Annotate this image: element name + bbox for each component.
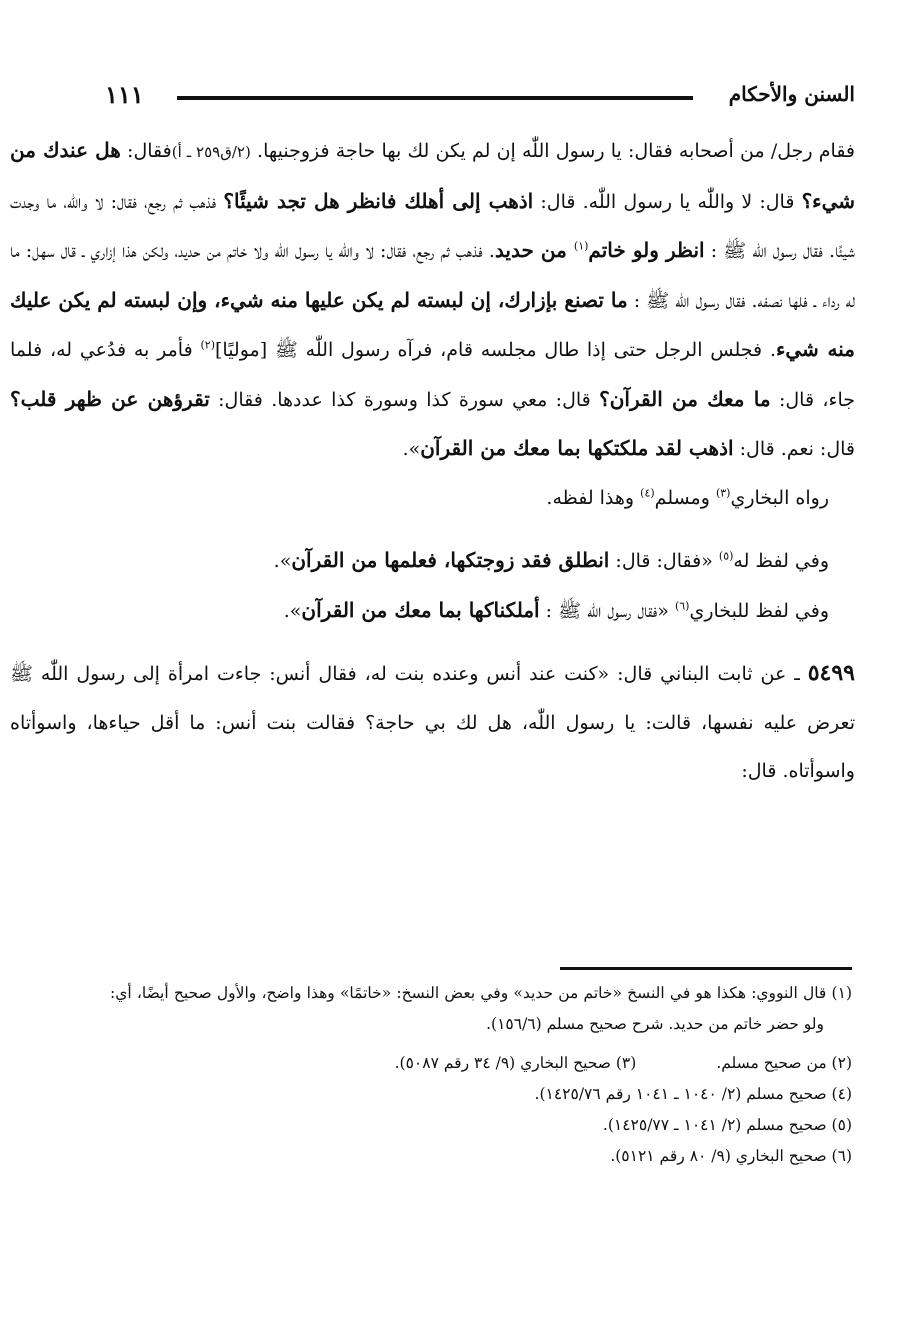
text-run: ـ عن ثابت البناني قال: «كنت عند أنس وعنده بنت له، فقال أنس: جاءت امرأة إلى رسول اللّٰه ﷺ تعرض عليه نفسها، قالت: يا رسول اللّٰه، هل لك بي حاجة؟ فقالت بنت أنس: ما أقل حياءها، واسوأتاه واسوأتاه. قال: — [10, 663, 855, 782]
text-run: فقام رجل/ من أصحابه فقال: يا رسول اللّٰه إن لم يكن لك بها حاجة فزوجنيها. — [257, 140, 856, 162]
prophetic-words: ما تصنع بإزارك، إن لبسته لم يكن عليها منه شيء، وإن لبسته لم يكن عليك منه شيء — [10, 287, 856, 361]
footnote-2: (٢) من صحيح مسلم. — [716, 1054, 852, 1072]
page-header — [105, 78, 855, 118]
text-run: رواه البخاري — [730, 486, 829, 509]
text-run: وفي لفظ للبخاري — [689, 599, 829, 622]
margin-reference: (٢/ق٢٥٩ ـ أ) — [171, 143, 251, 161]
text-run: . فجلس الرجل حتى إذا طال مجلسه قام، فرآه رسول اللّٰه ﷺ [موليًا] — [215, 339, 776, 361]
text-run: ». — [283, 599, 302, 622]
footnote-ref[interactable]: (٢) — [200, 338, 215, 352]
prophetic-words: تقرؤهن عن ظهر قلب؟ — [10, 386, 210, 411]
footnote-5: (٥) صحيح مسلم (٢/ ١٠٤١ ـ ١٤٢٥/٧٧). — [602, 1116, 852, 1134]
hadith-number: ٥٤٩٩ — [807, 660, 855, 686]
prophetic-words: من حديد — [494, 238, 574, 262]
variant-paragraph — [10, 536, 855, 586]
text-run: ومسلم — [654, 486, 716, 509]
footnote-1: (١) قال النووي: هكذا هو في النسخ «خاتم من حديد» وفي بعض النسخ: «خاتمًا» وهذا واضح، والأول صحيح أيضًا، أي: ولو حضر خاتم من حديد. شرح صحيح مسلم (١٥٦/٦). — [110, 984, 852, 1033]
text-run: «فقال رسول اللّٰه ﷺ : — [539, 599, 675, 622]
hadith-paragraph — [10, 649, 855, 796]
footnote-ref[interactable]: (٥) — [718, 549, 734, 563]
text-run: فأمر به فدُعي له، فلما جاء، قال: — [10, 339, 855, 411]
footnote-6: (٦) صحيح البخاري (٩/ ٨٠ رقم ٥١٢١). — [610, 1147, 852, 1165]
text-run: وفي لفظ له — [733, 550, 829, 572]
footnote-ref[interactable]: (٤) — [640, 486, 655, 500]
prophetic-words: اذهب إلى أهلك فانظر هل تجد شيئًا؟ — [223, 188, 534, 213]
text-run: ». — [273, 550, 292, 572]
prophetic-words: انطلق فقد زوجتكها، فعلمها من القرآن — [291, 548, 610, 572]
text-run: «فقال: قال: — [609, 550, 719, 572]
footnote-4: (٤) صحيح مسلم (٢/ ١٠٤٠ ـ ١٠٤١ رقم ١٤٢٥/٧٦). — [534, 1085, 852, 1103]
page-number: ١١١ — [105, 80, 144, 109]
prophetic-words: هل عندك من شيء؟ — [10, 138, 856, 213]
prophetic-words: اذهب لقد ملكتكها بما معك من القرآن — [420, 436, 734, 460]
source-paragraph — [10, 474, 855, 523]
prophetic-words: ما معك من القرآن؟ — [599, 386, 771, 411]
hadith-paragraph — [10, 126, 855, 474]
running-title: السنن والأحكام — [728, 82, 855, 106]
text-run: قال: معي سورة كذا وسورة كذا عددها. فقال: — [209, 388, 600, 411]
prophetic-words: انظر ولو خاتم — [588, 238, 705, 262]
footnotes — [110, 978, 852, 1172]
header-rule — [177, 96, 693, 100]
text-run: . فذهب ثم رجع، فقال: لا واللّٰه يا رسول اللّٰه ولا خاتم من حديد، ولكن هذا إزاري ـ قال سهل: ما له رداء ـ فلها نصفه. فقال رسول اللّٰه ﷺ : — [10, 240, 855, 312]
text-run: فقال: — [120, 140, 172, 162]
text-run: وهذا لفظه. — [546, 486, 641, 509]
footnote-ref[interactable]: (٦) — [674, 599, 690, 613]
footnote-separator — [560, 967, 852, 970]
text-run: فذهب ثم رجع، فقال: لا واللّٰه، ما وجدت شيئًا. فقال رسول اللّٰه ﷺ : — [10, 190, 855, 262]
text-run: قال: لا واللّٰه يا رسول اللّٰه. قال: — [533, 190, 802, 213]
footnote-ref[interactable]: (٣) — [715, 486, 731, 500]
footnote-ref[interactable]: (١) — [573, 239, 589, 253]
variant-paragraph — [10, 586, 855, 636]
text-run: ». — [402, 438, 421, 460]
main-text — [10, 126, 855, 796]
text-run: قال: نعم. قال: — [733, 438, 855, 460]
prophetic-words: أملكناكها بما معك من القرآن — [301, 597, 540, 622]
footnote-3: (٣) صحيح البخاري (٩/ ٣٤ رقم ٥٠٨٧). — [394, 1054, 637, 1072]
footnote-row — [110, 1048, 852, 1079]
